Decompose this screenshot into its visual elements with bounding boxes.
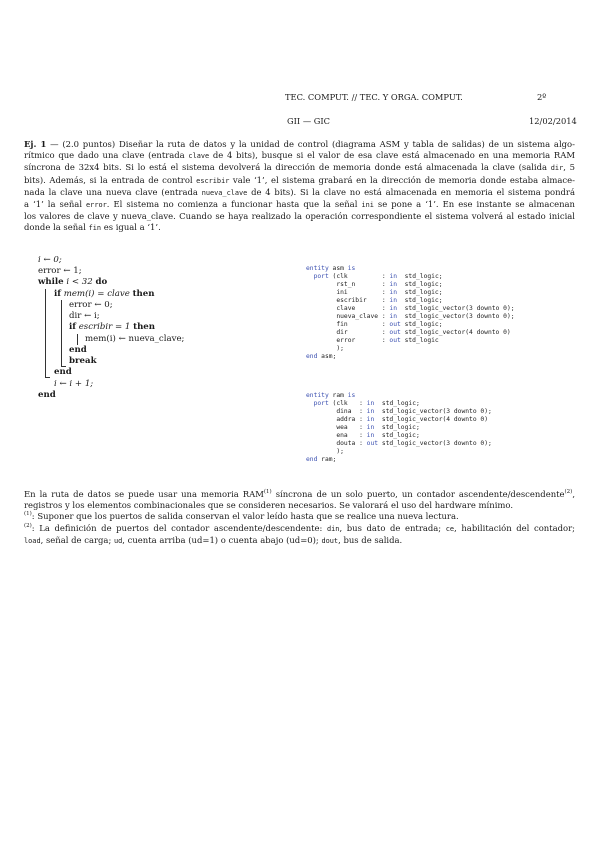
- code-line: wea : in std_logic;: [306, 424, 420, 431]
- if-bracket-foot: [61, 366, 66, 367]
- code-line: clave : in std_logic_vector(3 downto 0);: [306, 305, 515, 312]
- code-line: entity ram is: [306, 392, 356, 399]
- code-line: fin : out std_logic;: [306, 321, 443, 328]
- code-line: douta : out std_logic_vector(3 downto 0);: [306, 440, 492, 447]
- algorithm-pseudocode: [0, 0, 300, 420]
- algo-line: mem(i) ← nueva_clave;: [85, 334, 185, 344]
- loop-bracket: [45, 289, 46, 377]
- code-line: end ram;: [306, 456, 337, 463]
- algo-line: error ← 1;: [38, 266, 82, 276]
- code-line: port (clk : in std_logic;: [313, 273, 443, 280]
- exam-date: 12/02/2014: [529, 116, 577, 126]
- statement-line: los valores de clave y nueva_clave. Cuando se haya realizado la operación correspondiente el sistema volverá al estado inicial: [24, 211, 575, 222]
- code-line: ena : in std_logic;: [306, 432, 420, 439]
- loop-bracket-foot: [45, 377, 50, 378]
- algo-line: i ← 0;: [38, 255, 62, 265]
- inner-if-bracket: [77, 334, 78, 345]
- code-line: escribir : in std_logic;: [306, 297, 443, 304]
- code-line: ini : in std_logic;: [306, 289, 443, 296]
- code-line: rst_n : in std_logic;: [306, 281, 443, 288]
- algo-line: if mem(i) = clave then: [54, 289, 155, 299]
- statement-line: nada la clave una nueva clave (entrada nueva_clave de 4 bits). Si la clave no está almacenada en memoria el sistema pondrá: [24, 186, 575, 197]
- statement-line: bits). Además, si la entrada de control escribir vale ‘1’, el sistema grabará en la dirección de memoria donde estaba almace-: [24, 174, 575, 185]
- code-line: entity asm is: [306, 265, 356, 272]
- code-line: port (clk : in std_logic;: [313, 400, 420, 407]
- code-line: dir : out std_logic_vector(4 downto 0): [306, 329, 511, 336]
- footnote-1: $^{(1)}$: Suponer que los puertos de salida conservan el valor leído hasta que se realice una nueva lectura.: [24, 511, 459, 522]
- course-title: TEC. COMPUT. // TEC. Y ORGA. COMPUT.: [285, 92, 463, 102]
- code-line: dina : in std_logic_vector(3 downto 0);: [306, 408, 492, 415]
- code-line: error : out std_logic: [306, 337, 439, 344]
- algo-line: break: [69, 356, 97, 366]
- code-line: );: [306, 345, 344, 352]
- statement-line: Ej. 1 — (2.0 puntos) Diseñar la ruta de datos y la unidad de control (diagrama ASM y tabla de salidas) de un sistema algo-: [24, 139, 575, 149]
- year-label: 2º: [537, 92, 547, 102]
- vhdl-entity-ram: [306, 384, 492, 472]
- footnote-2: $^{(2)}$: La definición de puertos del contador ascendente/descendente: din, bus dato de entrada; ce, habilitación del contador;: [24, 522, 575, 533]
- degree-label: GII — GIC: [287, 116, 331, 126]
- code-line: nueva_clave : in std_logic_vector(3 downto 0);: [306, 313, 515, 320]
- algo-line: if escribir = 1 then: [69, 322, 156, 332]
- footnote-2-cont: load, señal de carga; ud, cuenta arriba (ud=1) o cuenta abajo (ud=0); dout, bus de salida.: [24, 534, 403, 545]
- paragraph-line: registros y los elementos combinacionales que se consideren necesarios. Se valorará el uso del hardware mínimo.: [24, 500, 514, 511]
- algo-line: error ← 0;: [69, 300, 113, 310]
- statement-line: síncrona de 32x4 bits. Si lo está el sistema devolverá la dirección de memoria donde está almacenada la clave (salida dir, 5: [24, 162, 576, 173]
- algo-line: end: [54, 367, 72, 377]
- code-line: end asm;: [306, 353, 337, 360]
- algo-line: end: [69, 345, 87, 355]
- code-line: );: [306, 448, 344, 455]
- paragraph-line: En la ruta de datos se puede usar una memoria RAM$^{(1)}$ síncrona de un solo puerto, un contador ascendente/descendente$^{(2)}$,: [24, 489, 576, 499]
- statement-line: rítmico que dado una clave (entrada clave de 4 bits), busque si el valor de esa clave está almacenado en una memoria RAM: [24, 150, 575, 161]
- algo-line: while i < 32 do: [38, 277, 108, 287]
- code-line: addra : in std_logic_vector(4 downto 0): [306, 416, 488, 423]
- statement-line: donde la señal fin es igual a ‘1’.: [24, 222, 161, 233]
- if-bracket: [61, 300, 62, 366]
- algo-line: end: [38, 390, 56, 400]
- algo-line: dir ← i;: [69, 311, 100, 321]
- vhdl-entity-asm: [306, 257, 515, 369]
- algo-line: i ← i + 1;: [54, 379, 94, 389]
- statement-line: a ‘1’ la señal error. El sistema no comienza a funcionar hasta que la señal ini se pone a ‘1’. En ese instante se almacenan: [24, 199, 575, 210]
- datapath-paragraph: [24, 489, 575, 547]
